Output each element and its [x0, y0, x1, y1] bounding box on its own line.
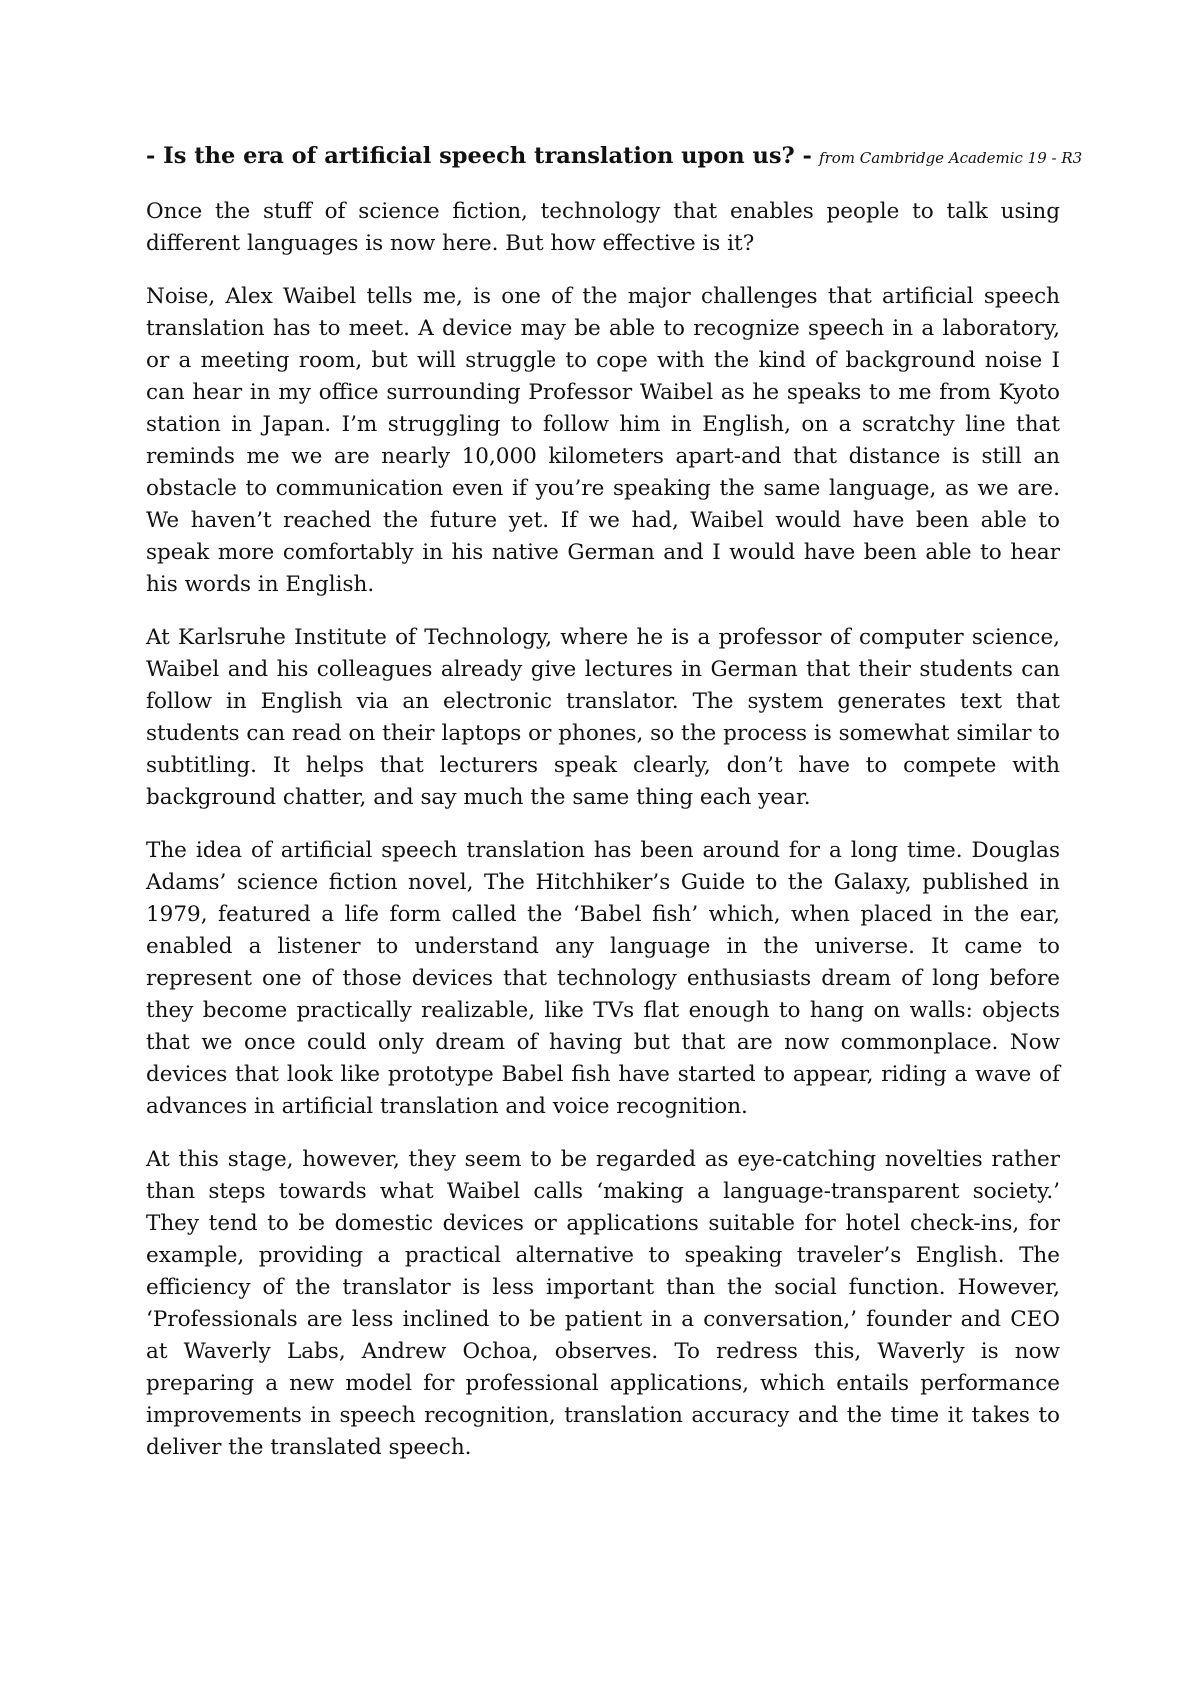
document-title: - Is the era of artificial speech translation upon us? -: [146, 143, 812, 169]
document-page: [146, 140, 1083, 1485]
paragraph-babel-fish: The idea of artificial speech translation has been around for a long time. Douglas Adams’ science fiction novel, The Hitchhiker’s Guide to the Galaxy, published in 1979, featured a life form called the ‘Babel fish’ which, when placed in the ear, enabled a listener to understand any language in the universe. It came to represent one of those devices that technology enthusiasts dream of long before they become practically realizable, like TVs flat enough to hang on walls: objects that we once could only dream of having but that are now commonplace. Now devices that look like prototype Babel fish have started to appear, riding a wave of advances in artificial translation and voice recognition.: [146, 838, 1060, 1119]
paragraph-intro: Once the stuff of science fiction, technology that enables people to talk using different languages is now here. But how effective is it?: [146, 199, 1060, 256]
paragraph-novelties: At this stage, however, they seem to be regarded as eye-catching novelties rather than steps towards what Waibel calls ‘making a language-transparent society.’ They tend to be domestic devices or applications suitable for hotel check-ins, for example, providing a practical alternative to speaking traveler’s English. The efficiency of the translator is less important than the social function. However, ‘Professionals are less inclined to be patient in a conversation,’ founder and CEO at Waverly Labs, Andrew Ochoa, observes. To redress this, Waverly is now preparing a new model for professional applications, which entails performance improvements in speech recognition, translation accuracy and the time it takes to deliver the translated speech.: [146, 1147, 1060, 1460]
document-source: from Cambridge Academic 19 - R3: [819, 149, 1083, 167]
paragraph-noise: Noise, Alex Waibel tells me, is one of the major challenges that artificial speech translation has to meet. A device may be able to recognize speech in a laboratory, or a meeting room, but will struggle to cope with the kind of background noise I can hear in my office surrounding Professor Waibel as he speaks to me from Kyoto station in Japan. I’m struggling to follow him in English, on a scratchy line that reminds me we are nearly 10,000 kilometers apart-and that distance is still an obstacle to communication even if you’re speaking the same language, as we are. We haven’t reached the future yet. If we had, Waibel would have been able to speak more comfortably in his native German and I would have been able to hear his words in English.: [146, 284, 1060, 597]
document-heading: [146, 140, 1083, 174]
paragraph-karlsruhe: At Karlsruhe Institute of Technology, where he is a professor of computer science, Waibel and his colleagues already give lectures in German that their students can follow in English via an electronic translator. The system generates text that students can read on their laptops or phones, so the process is somewhat similar to subtitling. It helps that lecturers speak clearly, don’t have to compete with background chatter, and say much the same thing each year.: [146, 625, 1060, 810]
